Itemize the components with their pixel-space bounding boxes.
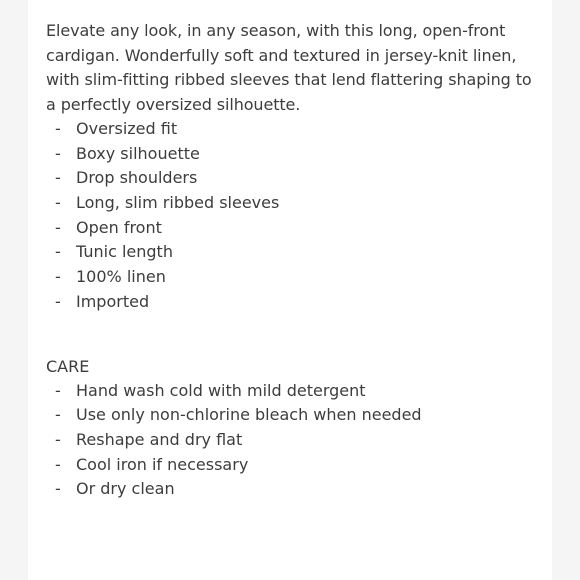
feature-text: Oversized fit bbox=[76, 119, 178, 138]
care-text: Hand wash cold with mild detergent bbox=[76, 380, 366, 400]
bullet-dash: - bbox=[55, 119, 61, 138]
care-heading: CARE bbox=[46, 356, 90, 376]
list-item bbox=[46, 379, 552, 404]
list-item bbox=[46, 428, 552, 453]
list-item bbox=[46, 240, 552, 265]
list-item bbox=[46, 453, 552, 478]
list-item bbox=[46, 403, 552, 428]
feature-text: Imported bbox=[76, 291, 150, 311]
bullet-dash: - bbox=[55, 429, 61, 449]
care-text: Use only non-chlorine bleach when needed bbox=[76, 405, 422, 425]
list-item bbox=[46, 117, 552, 142]
list-item bbox=[46, 191, 552, 216]
bullet-dash: - bbox=[55, 168, 61, 188]
list-item bbox=[46, 142, 552, 167]
feature-text: 100% linen bbox=[76, 267, 166, 287]
feature-text: Boxy silhouette bbox=[76, 143, 200, 163]
list-item bbox=[46, 265, 552, 290]
product-description: Elevate any look, in any season, with this long, open-front cardigan. Wonderfully soft and textured in jersey-knit linen, with slim-fitting ribbed sleeves that lend flattering shaping to a perfectly oversized silhouette. bbox=[46, 21, 532, 114]
bullet-dash: - bbox=[55, 143, 61, 163]
care-text: Cool iron if necessary bbox=[76, 454, 249, 474]
bullet-dash: - bbox=[55, 479, 61, 499]
care-text: Reshape and dry flat bbox=[76, 429, 243, 449]
list-item bbox=[46, 290, 552, 315]
list-item bbox=[46, 477, 552, 502]
feature-text: Tunic length bbox=[76, 242, 173, 262]
bullet-dash: - bbox=[55, 291, 61, 311]
list-item bbox=[46, 166, 552, 191]
feature-text: Drop shoulders bbox=[76, 168, 198, 188]
product-description-card bbox=[28, 0, 552, 580]
bullet-dash: - bbox=[55, 217, 61, 237]
care-list bbox=[46, 379, 552, 502]
bullet-dash: - bbox=[55, 267, 61, 287]
bullet-dash: - bbox=[55, 193, 61, 213]
feature-text: Open front bbox=[76, 217, 162, 237]
feature-text: Long, slim ribbed sleeves bbox=[76, 193, 280, 213]
bullet-dash: - bbox=[55, 380, 61, 400]
list-item bbox=[46, 216, 552, 241]
feature-list bbox=[46, 117, 552, 315]
bullet-dash: - bbox=[55, 405, 61, 425]
care-text: Or dry clean bbox=[76, 479, 175, 499]
bullet-dash: - bbox=[55, 242, 61, 262]
bullet-dash: - bbox=[55, 454, 61, 474]
